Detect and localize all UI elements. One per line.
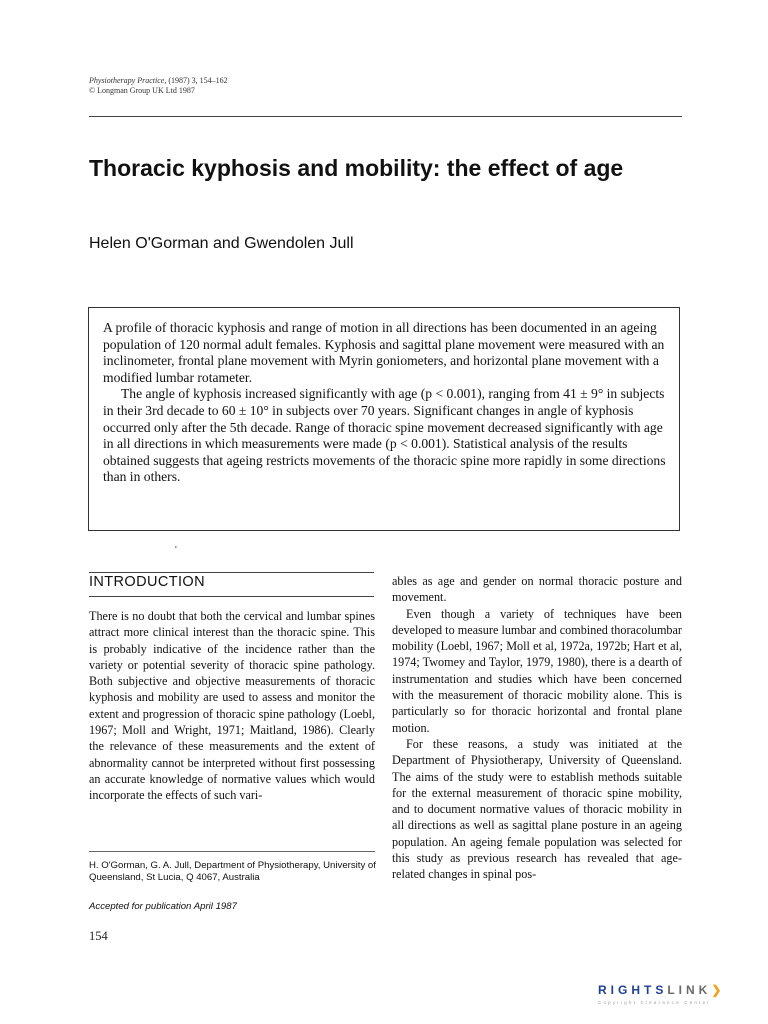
section-heading: INTRODUCTION — [89, 574, 205, 590]
rightslink-brand-part1: RIGHTS — [598, 983, 668, 997]
right-column — [392, 573, 682, 883]
journal-name: Physiotherapy Practice — [89, 76, 165, 85]
article-authors: Helen O'Gorman and Gwendolen Jull — [89, 235, 354, 252]
arrow-icon: ❯ — [711, 983, 722, 997]
page-number: 154 — [89, 929, 108, 943]
copyright-line: © Longman Group UK Ltd 1987 — [89, 86, 195, 95]
section-rule-bottom — [89, 596, 374, 597]
rightslink-logo — [598, 983, 721, 997]
journal-volume: , (1987) 3, 154–162 — [164, 76, 228, 85]
abstract-paragraph: The angle of kyphosis increased significantly with age (p < 0.001), ranging from 41 ± 9° in subjects in their 3rd decade to 60 ± 10° in subjects over 70 years. Significant changes in angle of kyphosis occurred only after the 5th decade. Range of thoracic spine movement decreased significantly with age in all directions in which measurements were made (p < 0.001). Statistical analysis of the results obtained suggests that ageing restricts movements of the thoracic spine more rapidly in some directions than in others. — [103, 386, 666, 485]
body-paragraph: For these reasons, a study was initiated at the Department of Physiotherapy, University of Queensland. The aims of the study were to establish methods suitable for the external measurement of thoracic spine mobility, and to document normative values of thoracic mobility in all directions as well as sagittal plane posture in an ageing population. An ageing female population was selected for this study as previous research has revealed that age-related changes in spinal pos- — [392, 736, 682, 882]
abstract — [103, 320, 671, 486]
journal-citation — [89, 76, 228, 96]
rightslink-brand-part2: LINK — [667, 983, 712, 997]
body-paragraph: Even though a variety of techniques have been developed to measure lumbar and combined thoracolumbar mobility (Loebl, 1967; Moll et al, 1972a, 1972b; Hart et al, 1974; Twomey and Taylor, 1979, 1980), there is a dearth of instrumentation and studies which have been concerned with the measurement of thoracic mobility alone. This is particularly so for thoracic horizontal and frontal plane motion. — [392, 606, 682, 735]
rightslink-tagline: Copyright Clearance Center — [598, 1000, 711, 1005]
article-title: Thoracic kyphosis and mobility: the effect of age — [89, 155, 624, 181]
accepted-date: Accepted for publication April 1987 — [89, 901, 237, 912]
left-column — [89, 608, 375, 804]
abstract-paragraph: A profile of thoracic kyphosis and range of motion in all directions has been documented in an ageing population of 120 normal adult females. Kyphosis and sagittal plane movement were measured with an inclinometer, frontal plane movement with Myrin goniometers, and horizontal plane movement with a modified lumbar rotameter. — [103, 320, 665, 385]
body-paragraph: ables as age and gender on normal thoracic posture and movement. — [392, 574, 682, 605]
header-rule — [89, 116, 682, 117]
author-affiliation: H. O'Gorman, G. A. Jull, Department of Physiotherapy, University of Queensland, St Lucia, Q 4067, Australia — [89, 860, 376, 883]
affiliation-rule — [89, 851, 375, 852]
body-paragraph: There is no doubt that both the cervical and lumbar spines attract more clinical interest than the thoracic spine. This is probably indicative of the incidence rather than the variety or potential severity of thoracic spine pathology. Both subjective and objective measurements of thoracic kyphosis and mobility are used to assess and monitor the extent and progression of thoracic spine pathology (Loebl, 1967; Moll and Wright, 1971; Maitland, 1986). Clearly the relevance of these measurements and the extent of abnormality cannot be interpreted without first possessing an accurate knowledge of normative values which would incorporate the effects of such vari- — [89, 609, 375, 803]
section-rule-top — [89, 572, 374, 573]
stray-mark: ' — [175, 545, 177, 556]
